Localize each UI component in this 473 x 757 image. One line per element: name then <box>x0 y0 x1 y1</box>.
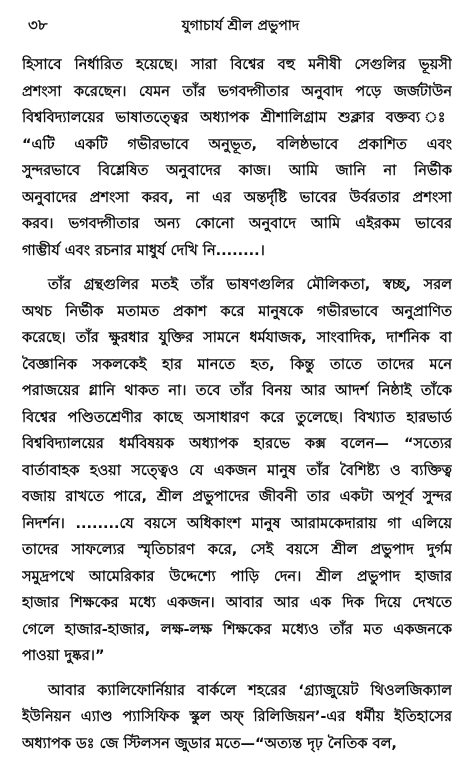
text-line: গাম্ভীর্য এবং রচনার মাধুর্য দেখি নি........। <box>22 238 452 265</box>
text-line: পরাজয়ের গ্লানি থাকত না। তবে তাঁর বিনয় আর আদর্শ নিষ্ঠাই তাঁকে <box>22 378 452 405</box>
text-line: সুন্দরভাবে বিশ্লেষিত অনুবাদের কাজ। আমি জানি না নির্ভীক <box>22 158 452 185</box>
running-header <box>28 14 453 36</box>
text-line: বজায় রাখতে পারে, শ্রীল প্রভুপাদের জীবনী তার একটা অপূর্ব সুন্দর <box>22 484 452 511</box>
paragraph-gap <box>22 264 452 272</box>
text-line: আবার ক্যালিফোর্নিয়ার বার্কলে শহরের ‘গ্র্যাজুয়েট থিওলজিক্যাল <box>22 678 452 705</box>
paragraph-gap <box>22 670 452 678</box>
text-line: বিশ্ববিদ্যালয়ের ভাষাতত্ত্বের অধ্যাপক শ্রীশালিগ্রাম শুক্লার বক্তব্য ঃ <box>22 105 452 132</box>
text-line: “এটি একটি গভীরভাবে অনুভূত, বলিষ্ঠভাবে প্রকাশিত এবং <box>22 132 452 159</box>
text-line: ইউনিয়ন এ্যাণ্ড প্যাসিফিক স্কুল অফ্ রিলিজিয়ন’-এর ধর্মীয় ইতিহাসের <box>22 704 452 731</box>
text-line: অধ্যাপক ডঃ জে স্টিলসন জুডার মতে—“অত্যন্ত দৃঢ় নৈতিক বল, <box>22 731 452 757</box>
paragraph <box>22 678 452 757</box>
running-title: যুগাচার্য শ্রীল প্রভুপাদ <box>28 14 453 38</box>
text-line: হাজার শিক্ষকের মধ্যে একজন। আবার আর এক দিক দিয়ে দেখতে <box>22 590 452 617</box>
text-line: বৈজ্ঞানিক সকলকেই হার মানতে হত, কিন্তু তাতে তাদের মনে <box>22 352 452 379</box>
text-line: তাঁর গ্রন্থগুলির মতই তাঁর ভাষণগুলির মৌলিকতা, স্বচ্ছ, সরল <box>22 272 452 299</box>
text-line: বিশ্ববিদ্যালয়ের ধর্মবিষয়ক অধ্যাপক হারভে কক্স বলেন— “সত্যের <box>22 431 452 458</box>
text-line: হিসাবে নির্ধারিত হয়েছে। সারা বিশ্বের বহু মনীষী সেগুলির ভূয়সী <box>22 52 452 79</box>
text-line: করব। ভগবদ্গীতার অন্য কোনো অনুবাদে আমি এইরকম ভাবের <box>22 211 452 238</box>
paragraph <box>22 272 452 670</box>
text-line: বার্তাবাহক হওয়া সত্ত্বেও যে একজন মানুষ তাঁর বৈশিষ্ট্য ও ব্যক্তিত্ব <box>22 458 452 485</box>
text-line: গেলে হাজার-হাজার, লক্ষ-লক্ষ শিক্ষকের মধ্যেও তাঁর মত একজনকে <box>22 617 452 644</box>
body-text <box>22 52 452 757</box>
page-number: ৩৮ <box>28 14 48 39</box>
paragraph <box>22 52 452 264</box>
text-line: অথচ নির্ভীক মতামত প্রকাশ করে মানুষকে গভীরভাবে অনুপ্রাণিত <box>22 299 452 326</box>
text-line: সমুদ্রপথে আমেরিকার উদ্দেশ্যে পাড়ি দেন। শ্রীল প্রভুপাদ হাজার <box>22 564 452 591</box>
text-line: অনুবাদের প্রশংসা করব, না এর অন্তর্দৃষ্টি ভাবের উর্বরতার প্রশংসা <box>22 185 452 212</box>
text-line: নিদর্শন। ........যে বয়সে অধিকাংশ মানুষ আরামকেদারায় গা এলিয়ে <box>22 511 452 538</box>
text-line: করেছে। তাঁর ক্ষুরধার যুক্তির সামনে ধর্মযাজক, সাংবাদিক, দার্শনিক বা <box>22 325 452 352</box>
text-line: পাওয়া দুষ্কর।” <box>22 643 452 670</box>
text-line: তাদের সাফল্যের স্মৃতিচারণ করে, সেই বয়সে শ্রীল প্রভুপাদ দুর্গম <box>22 537 452 564</box>
text-line: প্রশংসা করেছেন। যেমন তাঁর ভগবদ্গীতার অনুবাদ পড়ে জর্জটাউন <box>22 79 452 106</box>
text-line: বিশ্বের পণ্ডিতশ্রেণীর কাছে অসাধারণ করে তুলেছে। বিখ্যাত হারভার্ড <box>22 405 452 432</box>
